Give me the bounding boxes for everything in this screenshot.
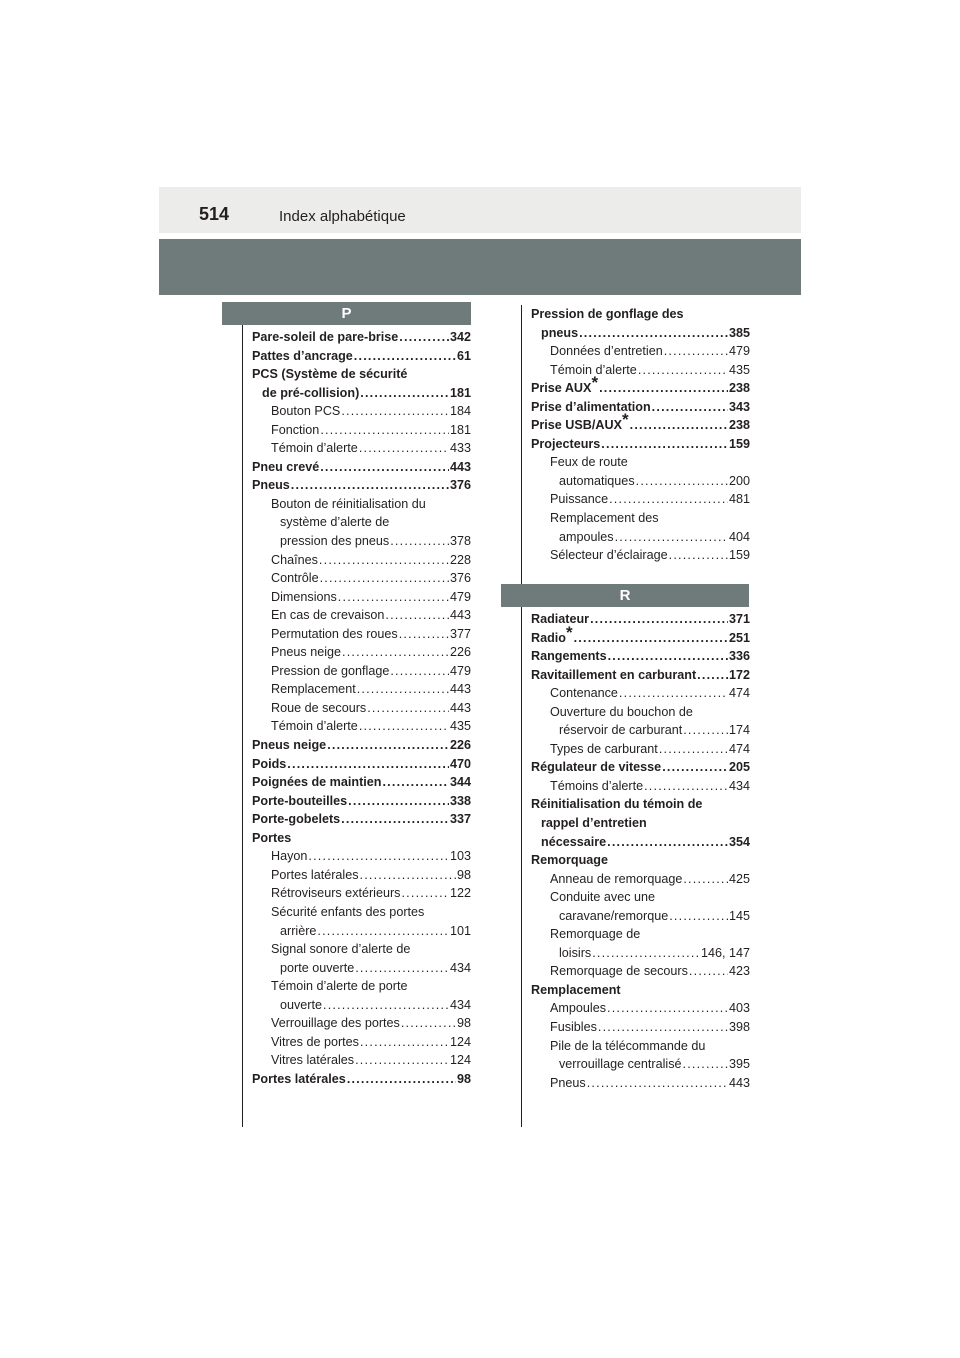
index-subentry[interactable]: Contenance ..... 474: [531, 684, 750, 703]
index-entry[interactable]: Pneu crevé ..... 443: [252, 458, 471, 477]
index-entry[interactable]: Pneus neige ..... 226: [252, 736, 471, 755]
index-entry[interactable]: Porte-bouteilles ..... 338: [252, 792, 471, 811]
index-subentry-text: Remplacement des: [550, 511, 659, 526]
index-entry[interactable]: Pneus ..... 376: [252, 476, 471, 495]
index-subentry-text: Ouverture du bouchon de: [550, 704, 693, 719]
index-subentry[interactable]: Permutation des roues ..... 377: [252, 625, 471, 644]
section-header-r: R: [501, 584, 749, 607]
index-entry[interactable]: nécessaire ..... 354: [531, 833, 750, 852]
decorative-band: [159, 239, 801, 295]
index-entry-text: Réinitialisation du témoin de: [531, 797, 703, 812]
index-subentry[interactable]: caravane/remorque ..... 145: [531, 907, 750, 926]
index-subentry[interactable]: Dimensions ..... 479: [252, 588, 471, 607]
index-subentry-text: Remorquage de: [550, 927, 641, 942]
index-column-right-bottom: [531, 610, 750, 1092]
column-divider-left: [242, 305, 243, 1127]
asterisk-mark: *: [565, 622, 573, 642]
index-subentry[interactable]: pression des pneus ..... 378: [252, 532, 471, 551]
index-subentry[interactable]: Fusibles ..... 398: [531, 1018, 750, 1037]
index-subentry[interactable]: Types de carburant ..... 474: [531, 740, 750, 759]
index-subentry[interactable]: Témoins d’alerte ..... 434: [531, 777, 750, 796]
index-subentry[interactable]: Vitres de portes ..... 124: [252, 1033, 471, 1052]
index-subentry[interactable]: Remplacement ..... 443: [252, 680, 471, 699]
index-entry[interactable]: Prise USB/AUX* ..... 238: [531, 416, 750, 435]
index-subentry[interactable]: Pression de gonflage ..... 479: [252, 662, 471, 681]
index-entry[interactable]: Rangements ..... 336: [531, 647, 750, 666]
index-entry[interactable]: Radio* ..... 251: [531, 629, 750, 648]
index-subentry-text: Pile de la télécommande du: [550, 1038, 706, 1053]
index-subentry[interactable]: réservoir de carburant ..... 174: [531, 721, 750, 740]
index-entry[interactable]: Prise AUX* ..... 238: [531, 379, 750, 398]
index-subentry[interactable]: Témoin d’alerte ..... 435: [252, 717, 471, 736]
index-entry[interactable]: Porte-gobelets ..... 337: [252, 810, 471, 829]
index-subentry[interactable]: ampoules ..... 404: [531, 528, 750, 547]
index-subentry[interactable]: Sélecteur d’éclairage ..... 159: [531, 546, 750, 565]
index-subentry[interactable]: Témoin d’alerte ..... 435: [531, 361, 750, 380]
index-subentry[interactable]: Chaînes ..... 228: [252, 551, 471, 570]
index-subentry[interactable]: Vitres latérales ..... 124: [252, 1051, 471, 1070]
index-subentry-text: Bouton de réinitialisation du: [271, 496, 426, 511]
index-entry-text: Remplacement: [531, 982, 621, 997]
index-subentry[interactable]: verrouillage centralisé ..... 395: [531, 1055, 750, 1074]
index-entry[interactable]: Pattes d’ancrage ..... 61: [252, 347, 471, 366]
index-subentry-text: Conduite avec une: [550, 890, 656, 905]
index-entry[interactable]: Projecteurs ..... 159: [531, 435, 750, 454]
index-subentry[interactable]: Ampoules ..... 403: [531, 999, 750, 1018]
index-entry[interactable]: Poignées de maintien ..... 344: [252, 773, 471, 792]
index-entry-text: rappel d’entretien: [541, 816, 647, 831]
index-entry-text: Pression de gonflage des: [531, 307, 684, 321]
index-column-left: [252, 328, 471, 1088]
index-subentry[interactable]: Données d’entretien ..... 479: [531, 342, 750, 361]
index-subentry[interactable]: Pneus ..... 443: [531, 1074, 750, 1093]
column-divider-right: [521, 305, 522, 1127]
index-column-right-top: [531, 305, 750, 565]
index-entry[interactable]: Portes latérales ..... 98: [252, 1070, 471, 1089]
index-entry[interactable]: Poids ..... 470: [252, 755, 471, 774]
page-number: 514: [199, 204, 230, 224]
index-subentry-text: Signal sonore d’alerte de: [271, 942, 411, 957]
index-subentry[interactable]: ouverte ..... 434: [252, 996, 471, 1015]
index-entry[interactable]: Pare-soleil de pare-brise ..... 342: [252, 328, 471, 347]
index-subentry-text: système d’alerte de: [280, 515, 390, 530]
asterisk-mark: *: [622, 410, 629, 430]
index-subentry[interactable]: Témoin d’alerte ..... 433: [252, 439, 471, 458]
index-entry[interactable]: Régulateur de vitesse ..... 205: [531, 758, 750, 777]
index-entry[interactable]: pneus ..... 385: [531, 324, 750, 343]
index-entry-text: PCS (Système de sécurité: [252, 367, 408, 382]
index-entry[interactable]: Prise d’alimentation ..... 343: [531, 398, 750, 417]
page-title: Index alphabétique: [279, 208, 406, 225]
index-subentry-text: Sécurité enfants des portes: [271, 904, 425, 919]
index-entry-text: Portes: [252, 830, 292, 845]
section-header-p: P: [222, 302, 471, 325]
index-subentry[interactable]: Anneau de remorquage ..... 425: [531, 870, 750, 889]
index-subentry[interactable]: Hayon ..... 103: [252, 847, 471, 866]
index-subentry[interactable]: Fonction ..... 181: [252, 421, 471, 440]
index-subentry[interactable]: En cas de crevaison ..... 443: [252, 606, 471, 625]
index-subentry[interactable]: Verrouillage des portes ..... 98: [252, 1014, 471, 1033]
index-subentry[interactable]: Remorquage de secours ..... 423: [531, 962, 750, 981]
index-entry[interactable]: Ravitaillement en carburant ..... 172: [531, 666, 750, 685]
index-entry[interactable]: de pré-collision) ..... 181: [252, 384, 471, 403]
index-subentry[interactable]: Contrôle ..... 376: [252, 569, 471, 588]
index-subentry[interactable]: loisirs ..... 146, 147: [531, 944, 750, 963]
index-subentry[interactable]: automatiques ..... 200: [531, 472, 750, 491]
asterisk-mark: *: [591, 373, 599, 393]
index-subentry[interactable]: Portes latérales ..... 98: [252, 866, 471, 885]
index-subentry[interactable]: porte ouverte ..... 434: [252, 959, 471, 978]
header-band: [159, 187, 801, 233]
index-subentry[interactable]: Puissance ..... 481: [531, 490, 750, 509]
index-subentry[interactable]: Pneus neige ..... 226: [252, 643, 471, 662]
index-subentry-text: Feux de route: [550, 455, 628, 470]
index-subentry-text: Témoin d’alerte de porte: [271, 979, 408, 994]
index-subentry[interactable]: Rétroviseurs extérieurs ..... 122: [252, 884, 471, 903]
index-subentry[interactable]: arrière ..... 101: [252, 922, 471, 941]
index-entry-text: Remorquage: [531, 853, 608, 868]
index-subentry[interactable]: Bouton PCS ..... 184: [252, 402, 471, 421]
index-entry[interactable]: Radiateur ..... 371: [531, 610, 750, 629]
index-subentry[interactable]: Roue de secours ..... 443: [252, 699, 471, 718]
